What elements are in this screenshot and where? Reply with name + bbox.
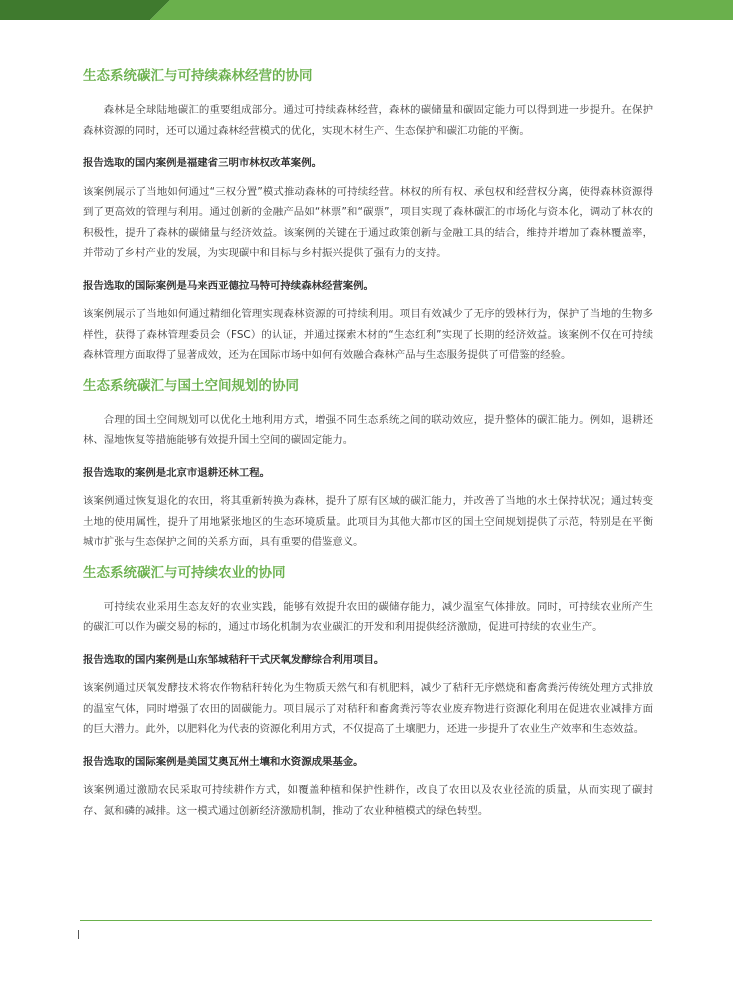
- section-agriculture: [83, 563, 653, 822]
- case-title: 报告选取的国内案例是福建省三明市林权改革案例。: [83, 157, 322, 169]
- section-intro: 森林是全球陆地碳汇的重要组成部分。通过可持续森林经营，森林的碳储量和碳固定能力可以得到进一步提升。在保护森林资源的同时，还可以通过森林经营模式的优化，实现木材生产、生态保护和碳汇功能的平衡。: [83, 104, 653, 137]
- page-content: [83, 66, 653, 821]
- section-heading: 生态系统碳汇与可持续农业的协同: [83, 564, 286, 581]
- case-body: 该案例通过激励农民采取可持续耕作方式，如覆盖种植和保护性耕作，改良了农田以及农业径流的质量，从而实现了碳封存、氮和磷的减排。这一模式通过创新经济激励机制，推动了农业种植模式的绿色转型。: [83, 784, 653, 817]
- section-land-planning: [83, 376, 653, 553]
- header-decoration-band: [0, 0, 733, 20]
- section-heading: 生态系统碳汇与可持续森林经营的协同: [83, 68, 313, 84]
- case-body: 该案例展示了当地如何通过“三权分置”模式推动森林的可持续经营。林权的所有权、承包权和经营权分离，使得森林资源得到了更高效的管理与利用。通过创新的金融产品如“林票”和“碳票”，项目实现了森林碳汇的市场化与资本化，调动了林农的积极性，提升了森林的碳储量与经济效益。该案例的关键在于通过政策创新与金融工具的结合，维持并增加了森林覆盖率，并带动了乡村产业的发展，为实现碳中和目标与乡村振兴提供了强有力的支持。: [83, 185, 653, 259]
- case-title: 报告选取的国际案例是马来西亚德拉马特可持续森林经营案例。: [83, 279, 374, 292]
- case-body: 该案例通过恢复退化的农田，将其重新转换为森林，提升了原有区域的碳汇能力，并改善了当地的水土保持状况；通过转变土地的使用属性，提升了用地紧张地区的生态环境质量。此项目为其他大都市区的国土空间规划提供了示范，特别是在平衡城市扩张与生态保护之间的关系方面，具有重要的借鉴意义。: [83, 495, 653, 548]
- case-body: 该案例展示了当地如何通过精细化管理实现森林资源的可持续利用。项目有效减少了无序的毁林行为，保护了当地的生物多样性，获得了森林管理委员会（FSC）的认证，并通过探索木材的“生态红利”实现了长期的经济效益。该案例不仅在可持续森林管理方面取得了显著成效，还为在国际市场中如何有效融合森林产品与生态服务提供了可借鉴的经验。: [83, 308, 653, 361]
- footer-divider: [80, 920, 652, 921]
- section-heading: 生态系统碳汇与国土空间规划的协同: [83, 377, 299, 394]
- section-forest: [83, 66, 653, 366]
- section-intro: 可持续农业采用生态友好的农业实践，能够有效提升农田的碳储存能力，减少温室气体排放。同时，可持续农业所产生的碳汇可以作为碳交易的标的，通过市场化机制为农业碳汇的开发和利用提供经济激励，促进可持续的农业生产。: [83, 600, 653, 633]
- case-title: 报告选取的国际案例是美国艾奥瓦州土壤和水资源成果基金。: [83, 755, 364, 768]
- case-title: 报告选取的国内案例是山东邹城秸秆干式厌氧发酵综合利用项目。: [83, 653, 385, 666]
- footer-page-mark: [78, 930, 79, 939]
- section-intro: 合理的国土空间规划可以优化土地利用方式，增强不同生态系统之间的联动效应，提升整体的碳汇能力。例如，退耕还林、湿地恢复等措施能够有效提升国土空间的碳固定能力。: [83, 413, 653, 446]
- case-body: 该案例通过厌氧发酵技术将农作物秸秆转化为生物质天然气和有机肥料，减少了秸秆无序燃烧和畜禽粪污传统处理方式排放的温室气体，同时增强了农田的固碳能力。项目展示了对秸秆和畜禽粪污等农业废弃物进行资源化利用在促进农业减排方面的巨大潜力。此外，以肥料化为代表的资源化利用方式，不仅提高了土壤肥力，还进一步提升了农业生产效率和生态效益。: [83, 682, 653, 735]
- case-title: 报告选取的案例是北京市退耕还林工程。: [83, 466, 271, 479]
